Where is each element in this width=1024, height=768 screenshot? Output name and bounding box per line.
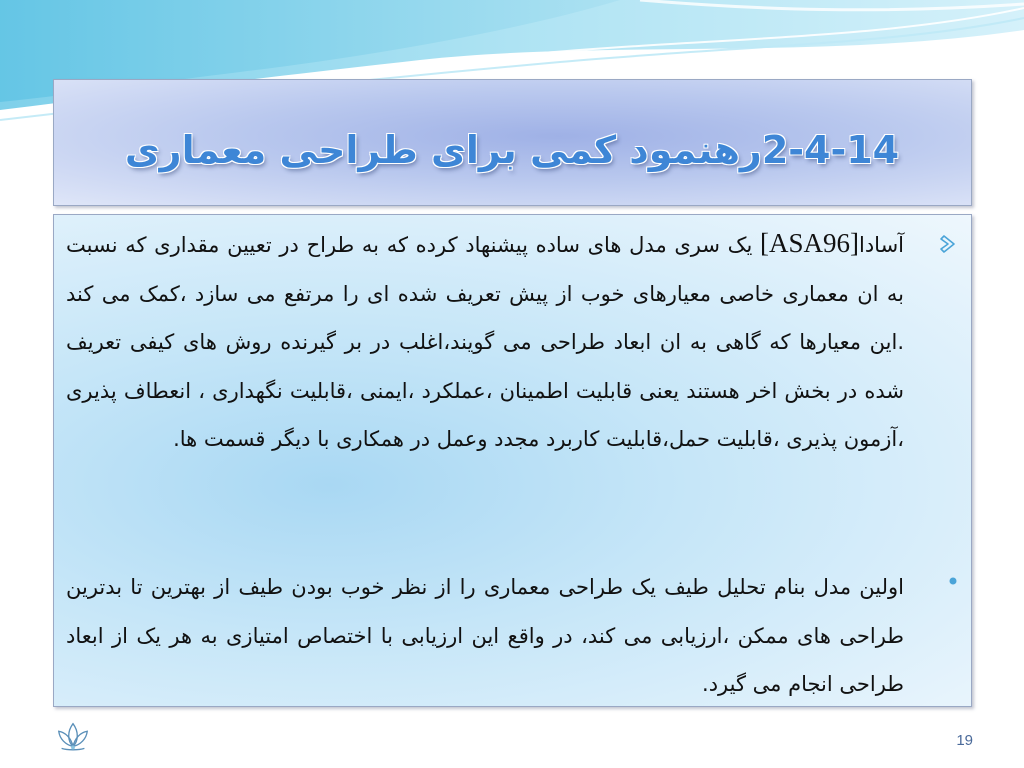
- dot-bullet-icon: [948, 576, 958, 586]
- bullet-1-text: یک سری مدل های ساده پیشنهاد کرده که به طراح در تعیین مقداری که نسبت به ان معماری خاصی معیارهای خوب از پیش تعریف شده ای را مرتفع می سازد ،کمک می کند .این معیارها که گاهی به ان ابعاد طراحی می گویند،اغلب در بر گیرنده روش های کیفی تعریف شده در بخش اخر هستند یعنی قابلیت اطمینان ،عملکرد ،ایمنی ،قابلیت نگهداری ، انعطاف پذیری ،آزمون پذیری ،قابلیت حمل،قابلیت کاربرد مجدد وعمل در همکاری با دیگر قسمت ها.: [66, 233, 904, 451]
- bullet-1-prefix: آسادا: [858, 233, 904, 257]
- bullet-1-reference: [ASA96]: [759, 228, 859, 258]
- page-number: 19: [956, 732, 973, 749]
- bullet-paragraph-1: [66, 219, 904, 464]
- bullet-2-text: اولین مدل بنام تحلیل طیف یک طراحی معماری را از نظر خوب بودن طیف از بهترین تا بدترین طراحی های ممکن ،ارزیابی می کند، در واقع این ارزیابی با اختصاص امتیازی به هر یک از ابعاد طراحی انجام می گیرد.: [66, 575, 904, 696]
- arrow-check-bullet-icon: [938, 234, 958, 254]
- bullet-paragraph-2: [66, 563, 904, 709]
- slide-title: 2-4-14رهنمود کمی برای طراحی معماری: [124, 128, 900, 172]
- lotus-logo-icon: [54, 718, 92, 756]
